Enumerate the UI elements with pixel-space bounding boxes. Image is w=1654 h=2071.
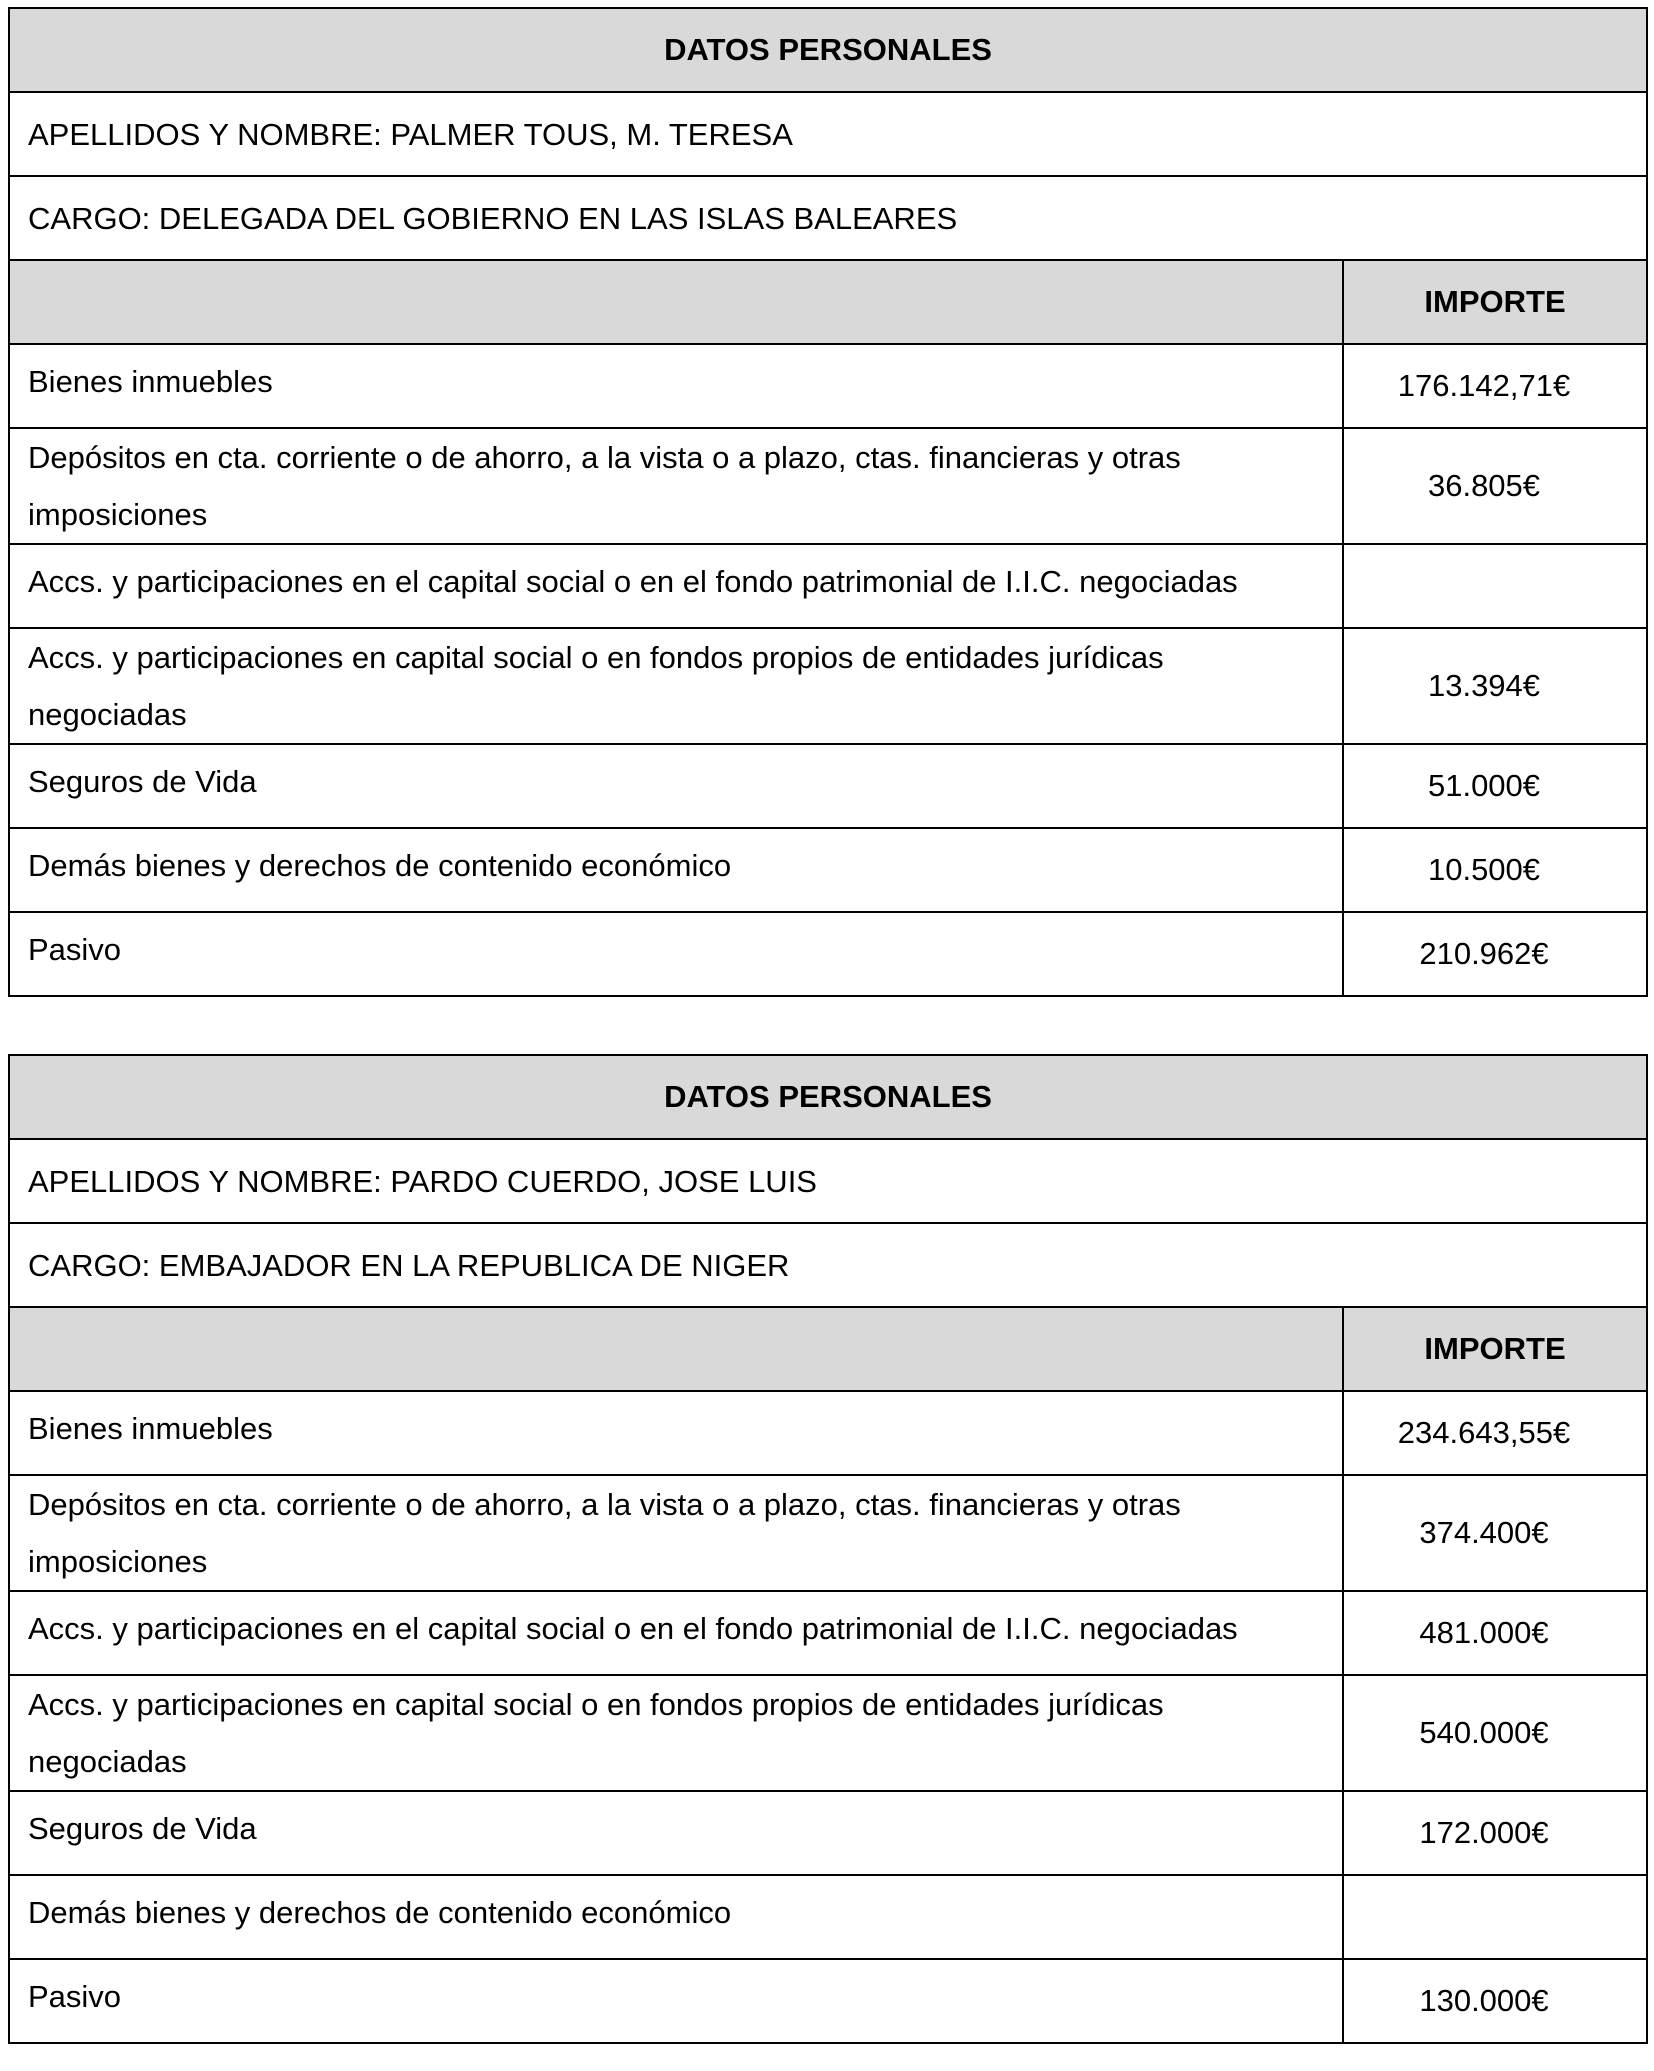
section-title: DATOS PERSONALES [9, 8, 1647, 92]
column-header-concept [9, 1307, 1343, 1391]
row-amount: 51.000€ [1343, 744, 1647, 828]
row-label: Demás bienes y derechos de contenido económico [9, 828, 1343, 912]
table-row [9, 1591, 1647, 1675]
row-label: Accs. y participaciones en el capital social o en el fondo patrimonial de I.I.C. negociadas [9, 1591, 1343, 1675]
row-amount: 13.394€ [1343, 628, 1647, 744]
row-amount [1343, 544, 1647, 628]
table-row [9, 828, 1647, 912]
name-line: APELLIDOS Y NOMBRE: PALMER TOUS, M. TERESA [9, 92, 1647, 176]
row-label: Bienes inmuebles [9, 1391, 1343, 1475]
row-amount: 36.805€ [1343, 428, 1647, 544]
column-header-importe: IMPORTE [1343, 260, 1647, 344]
table-row [9, 544, 1647, 628]
row-label: Seguros de Vida [9, 744, 1343, 828]
row-label: Accs. y participaciones en capital social o en fondos propios de entidades jurídicas negociadas [9, 628, 1343, 744]
table-row [9, 428, 1647, 544]
name-line: APELLIDOS Y NOMBRE: PARDO CUERDO, JOSE LUIS [9, 1139, 1647, 1223]
table-row [9, 628, 1647, 744]
row-amount: 374.400€ [1343, 1475, 1647, 1591]
row-amount: 481.000€ [1343, 1591, 1647, 1675]
cargo-line: CARGO: EMBAJADOR EN LA REPUBLICA DE NIGER [9, 1223, 1647, 1307]
row-amount: 234.643,55€ [1343, 1391, 1647, 1475]
table-row [9, 1391, 1647, 1475]
row-amount: 210.962€ [1343, 912, 1647, 996]
row-amount: 10.500€ [1343, 828, 1647, 912]
row-amount: 540.000€ [1343, 1675, 1647, 1791]
row-label: Accs. y participaciones en capital social o en fondos propios de entidades jurídicas negociadas [9, 1675, 1343, 1791]
table-row [9, 1475, 1647, 1591]
declaration-table-palmer [8, 7, 1648, 997]
row-label: Demás bienes y derechos de contenido económico [9, 1875, 1343, 1959]
table-row [9, 1875, 1647, 1959]
row-amount: 172.000€ [1343, 1791, 1647, 1875]
row-label: Pasivo [9, 1959, 1343, 2043]
row-label: Depósitos en cta. corriente o de ahorro, a la vista o a plazo, ctas. financieras y otras imposiciones [9, 1475, 1343, 1591]
row-label: Accs. y participaciones en el capital social o en el fondo patrimonial de I.I.C. negociadas [9, 544, 1343, 628]
table-row [9, 1791, 1647, 1875]
table-row [9, 344, 1647, 428]
row-label: Depósitos en cta. corriente o de ahorro, a la vista o a plazo, ctas. financieras y otras imposiciones [9, 428, 1343, 544]
row-label: Pasivo [9, 912, 1343, 996]
table-row [9, 1675, 1647, 1791]
declaration-table-pardo [8, 1054, 1648, 2044]
table-row [9, 744, 1647, 828]
table-row [9, 1959, 1647, 2043]
column-header-concept [9, 260, 1343, 344]
row-amount: 130.000€ [1343, 1959, 1647, 2043]
cargo-line: CARGO: DELEGADA DEL GOBIERNO EN LAS ISLAS BALEARES [9, 176, 1647, 260]
row-label: Seguros de Vida [9, 1791, 1343, 1875]
row-amount: 176.142,71€ [1343, 344, 1647, 428]
column-header-importe: IMPORTE [1343, 1307, 1647, 1391]
section-title: DATOS PERSONALES [9, 1055, 1647, 1139]
table-row [9, 912, 1647, 996]
row-amount [1343, 1875, 1647, 1959]
row-label: Bienes inmuebles [9, 344, 1343, 428]
